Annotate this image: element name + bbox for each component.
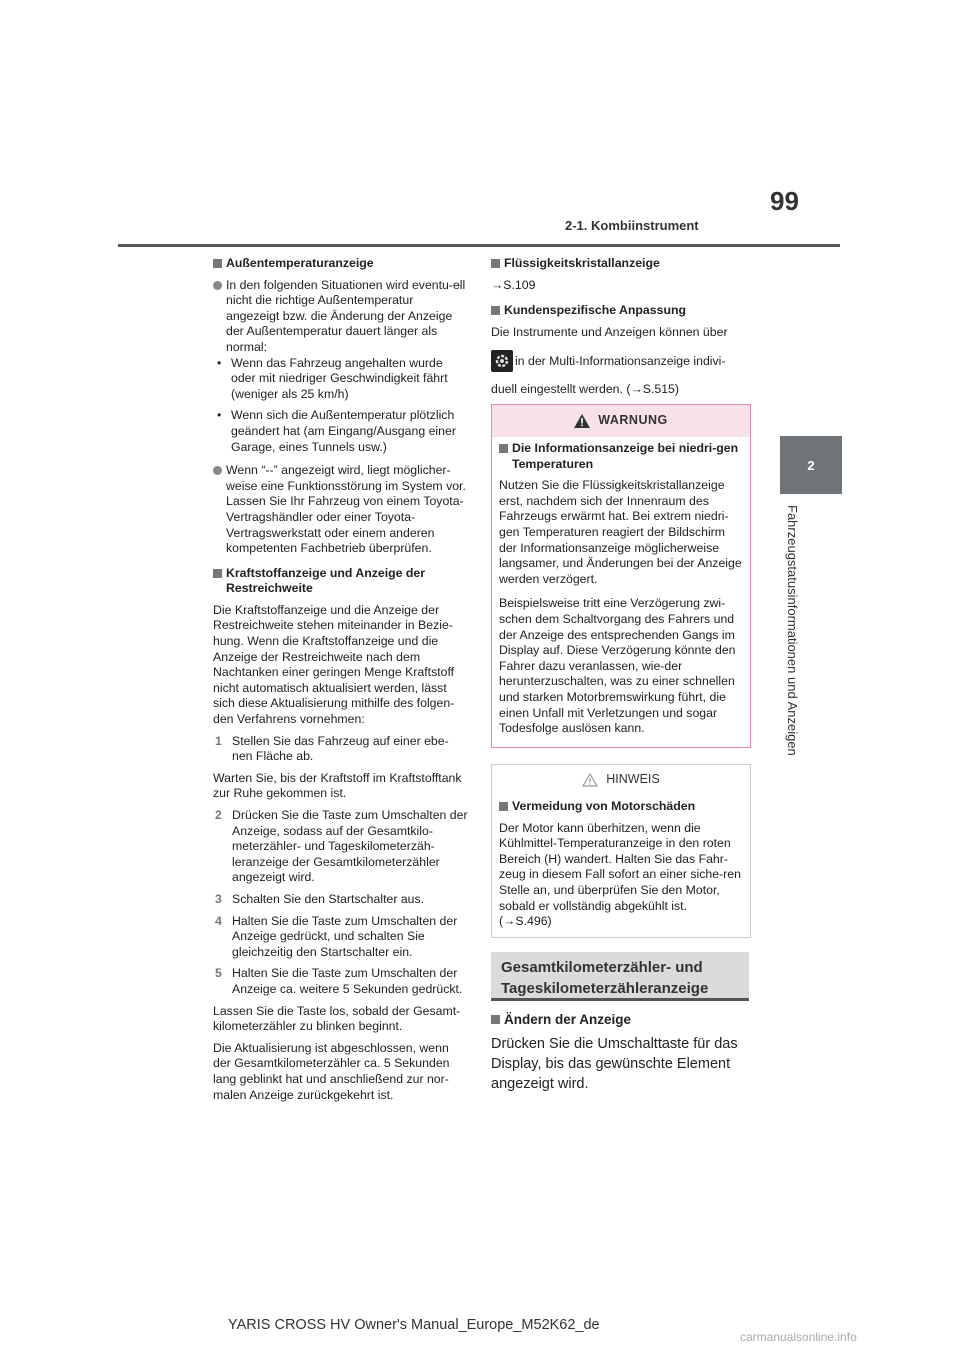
paragraph: Die Instrumente und Anzeigen können über [491, 324, 728, 339]
warning-text: Nutzen Sie die Flüssigkeitskristallanzeige erst, nachdem sich der Innenraum des Fahrzeugs erwärmt hat. Bei extrem niedri-gen Temperaturen reagiert der Bildschirm der Informationsanzeige möglicherweise langsamer, und Änderungen bei der Anzeige werden verzögert. [499, 478, 742, 586]
notice-triangle-icon [582, 773, 598, 787]
gear-icon [491, 350, 513, 372]
right-column [491, 256, 749, 404]
step-text: Stellen Sie das Fahrzeug auf einer ebe-nen Fläche ab. [232, 733, 449, 764]
paragraph: in der Multi-Informationsanzeige indivi- [515, 353, 726, 368]
chapter-title: Fahrzeugstatusinformationen und Anzeigen [785, 505, 800, 756]
left-column [213, 256, 469, 1109]
bullet-text: In den folgenden Situationen wird eventu-ell nicht die richtige Außentemperatur angezeigt bzw. die Änderung der Anzeige der Außentemperatur dauert länger als normal: [213, 278, 469, 356]
section-title: 2-1. Kombiinstrument [565, 218, 699, 233]
paragraph: Die Aktualisierung ist abgeschlossen, wenn der Gesamtkilometerzähler ca. 5 Sekunden lang geblinkt hat und anschließend zur nor-malen Anzeige zurückgekehrt ist. [213, 1040, 450, 1102]
warning-text: Beispielsweise tritt eine Verzögerung zwi-schen dem Schaltvorgang des Fahrers und der Anzeige des entsprechenden Gangs im Display auf. Diese Verzögerung könnte den Fahrer dazu veranlassen, wie-der herunterzuschalten, was zu einer schnellen und starken Motorbremswirkung führt, die einen Unfall mit Verletzungen und sogar Todesfolge auslösen kann. [499, 596, 736, 736]
notice-title: HINWEIS [606, 772, 660, 787]
notice-text: Der Motor kann überhitzen, wenn die Kühlmittel-Temperaturanzeige in den roten Bereich (H) wandert. Halten Sie das Fahr-zeug in diesem Fall sofort an einer siche-ren Stelle an, und überprüfen Sie den Motor, sobald er vollständig abgekühlt ist. (→S.496) [499, 820, 741, 929]
warning-title: WARNUNG [598, 413, 668, 428]
notice-heading: Vermeidung von Motorschäden [499, 799, 743, 815]
watermark: carmanualsonline.info [740, 1330, 857, 1344]
reference: →S.109 [491, 277, 536, 292]
warning-triangle-icon [574, 414, 590, 428]
step-number: 3 [215, 891, 222, 906]
notice-box [491, 764, 751, 938]
step-number: 5 [215, 966, 222, 981]
chapter-tab: 2 [780, 436, 842, 494]
step-text: Halten Sie die Taste zum Umschalten der Anzeige gedrückt, und schalten Sie gleichzeitig den Startschalter ein. [232, 913, 458, 959]
heading-change-display: Ändern der Anzeige [491, 1012, 749, 1028]
heading-fuel: Kraftstoffanzeige und Anzeige der Restreichweite [213, 566, 469, 597]
step-number: 2 [215, 808, 222, 822]
step-number: 4 [215, 913, 222, 928]
paragraph: Lassen Sie die Taste los, sobald der Gesamt-kilometerzähler zu blinken beginnt. [213, 1003, 461, 1034]
heading-outside-temp: Außentemperaturanzeige [213, 256, 469, 272]
warning-box [491, 404, 751, 748]
right-column-bottom [491, 1012, 749, 1100]
step-text: Halten Sie die Taste zum Umschalten der Anzeige ca. weitere 5 Sekunden gedrückt. [232, 966, 463, 996]
heading-lcd: Flüssigkeitskristallanzeige [491, 256, 749, 272]
heading-customize: Kundenspezifische Anpassung [491, 303, 749, 319]
paragraph: Warten Sie, bis der Kraftstoff im Kraftstofftank zur Ruhe gekommen ist. [213, 770, 462, 801]
sub-bullet: • Wenn sich die Außentemperatur plötzlich geändert hat (am Eingang/Ausgang einer Garage, eines Tunnels usw.) [213, 408, 469, 455]
paragraph: Drücken Sie die Umschalttaste für das Display, bis das gewünschte Element angezeigt wird. [491, 1035, 738, 1092]
section-heading-bar: Gesamtkilometerzähler- und Tageskilometerzähleranzeige [491, 952, 749, 1001]
bullet-text: Wenn “--” angezeigt wird, liegt möglicher-weise eine Funktionsstörung im System vor. Lassen Sie Ihr Fahrzeug von einem Toyota-Vertragshändler oder einer Toyota-Vertragswerkstatt oder einem anderen kompetenten Fachbetrieb überprüfen. [213, 463, 469, 557]
warning-heading: Die Informationsanzeige bei niedri-gen Temperaturen [499, 441, 743, 472]
paragraph: duell eingestellt werden. (→S.515) [491, 382, 679, 397]
step-text: Schalten Sie den Startschalter aus. [232, 891, 425, 906]
paragraph: Die Kraftstoffanzeige und die Anzeige der Restreichweite stehen miteinander in Bezie-hung. Wenn die Kraftstoffanzeige und die Anzeige der Restreichweite nach dem Nachtanken einer geringen Menge Kraftstoff nicht automatisch aktualisiert werden, lässt sich diese Aktualisierung mithilfe des folgen-den Verfahrens vornehmen: [213, 602, 455, 727]
page-number: 99 [770, 186, 799, 216]
step-number: 1 [215, 733, 222, 748]
sub-bullet: • Wenn das Fahrzeug angehalten wurde oder mit niedriger Geschwindigkeit fährt (weniger als 25 km/h) [213, 356, 469, 403]
header-rule [118, 244, 840, 247]
step-text: Drücken Sie die Taste zum Umschalten der Anzeige, sodass auf der Gesamtkilo-meterzähler- und Tageskilometerzäh-leranzeige der Gesamtkilometerzähler angezeigt wird. [232, 808, 468, 885]
footer-text: YARIS CROSS HV Owner's Manual_Europe_M52K62_de [228, 1317, 600, 1333]
